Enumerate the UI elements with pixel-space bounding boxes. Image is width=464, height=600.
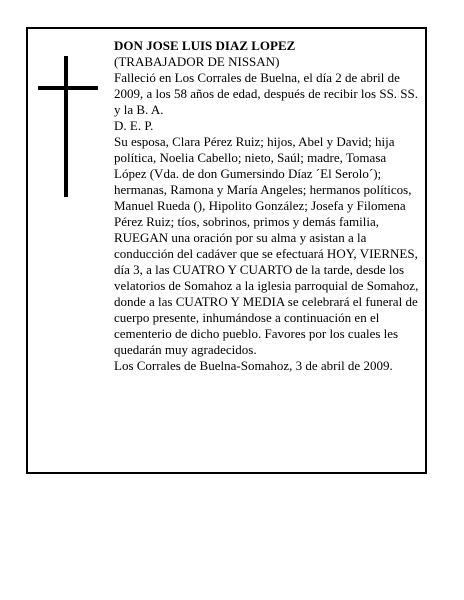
place-date: Los Corrales de Buelna-Somahoz, 3 de abril de 2009. — [114, 358, 393, 373]
deceased-name: DON JOSE LUIS DIAZ LOPEZ — [114, 38, 296, 53]
obituary-text — [114, 38, 419, 374]
family-list: Su esposa, Clara Pérez Ruiz; hijos, Abel y David; hija política, Noelia Cabello; nieto, Saúl; madre, Tomasa López (Vda. de don Gumersindo Díaz ´El Serolo´); hermanas, Ramona y María Angeles; hermanos políticos, Manuel Rueda (), Hipolito González; Josefa y Filomena Pérez Ruiz; tíos, sobrinos, primos y demás familia, — [114, 134, 412, 229]
occupation: (TRABAJADOR DE NISSAN) — [114, 54, 280, 69]
cross-horizontal-bar — [38, 86, 98, 90]
cross-icon — [38, 56, 98, 197]
cross-vertical-bar — [64, 56, 68, 197]
death-info: Falleció en Los Corrales de Buelna, el día 2 de abril de 2009, a los 58 años de edad, después de recibir los SS. SS. y la B. A. — [114, 70, 419, 117]
funeral-request: RUEGAN una oración por su alma y asistan a la conducción del cadáver que se efectuará HOY, VIERNES, día 3, a las CUATRO Y CUARTO de la tarde, desde los velatorios de Somahoz a la iglesia parroquial de Somahoz, donde a las CUATRO Y MEDIA se celebrará el funeral de cuerpo presente, inhumándose a continuación en el cementerio de dicho pueblo. Favores por los cuales les quedarán muy agradecidos. — [114, 230, 419, 357]
rip-line: D. E. P. — [114, 118, 154, 133]
